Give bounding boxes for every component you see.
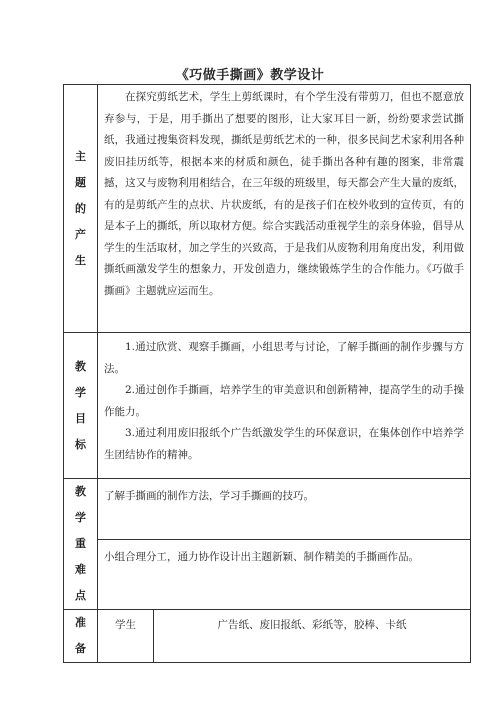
difficulty-cell: [98, 540, 471, 610]
document-title: 《巧做手撕画》教学设计: [175, 68, 325, 83]
goals-label: 教学目标: [75, 359, 86, 451]
key-point-cell: [98, 479, 471, 540]
goals-content-cell: [98, 333, 471, 479]
key-point-text: 了解手撕画的制作方法，学习手撕画的技巧。: [104, 490, 314, 502]
preparation-label-cell: [64, 610, 98, 663]
origin-content-cell: [98, 85, 471, 333]
goals-list: [98, 333, 470, 466]
origin-text: 在探究剪纸艺术，学生上剪纸课时，有个学生没有带剪刀，但也不愿意放弃参与，于是，用手撕出了想要的图形，让大家耳目一新，纷纷要求尝试撕纸，我通过搜集资料发现，撕纸是剪纸艺术的一种，很多民间艺术家利用各种废旧挂历纸等，根据本来的材质和颜色，徒手撕出各种有趣的图案，非常震撼，这又与废物利用相结合，在三年级的班级里，每天都会产生大量的废纸，有的是剪纸产生的点状、片状废纸，有的是孩子们在校外收到的宣传页，有的是本子上的撕纸，所以取材方便。综合实践活动重视学生的亲身体验，倡导从学生的生活取材，加之学生的兴致高，于是我们从废物利用角度出发，利用做撕纸画激发学生的想象力，开发创造力，继续锻炼学生的合作能力。《巧做手撕画》主题就应运而生。: [104, 91, 464, 297]
goal-item-1: 1.通过欣赏、观察手撕画，小组思考与讨论，了解手撕画的制作步骤与方法。: [104, 341, 464, 375]
goal-item-3: 3.通过利用废旧报纸个广告纸激发学生的环保意识，在集体创作中培养学生团结协作的精神。: [104, 427, 464, 461]
difficulty-text: 小组合理分工，通力协作设计出主题新颖、制作精美的手撕画作品。: [104, 551, 419, 564]
goal-item-2: 2.通过创作手撕画，培养学生的审美意识和创新精神，提高学生的动手操作能力。: [104, 384, 464, 418]
preparation-student-label: 学生: [98, 610, 154, 663]
origin-row: [64, 85, 471, 333]
key-points-label-cell: [64, 479, 98, 610]
key-point-row: [64, 479, 471, 540]
preparation-student-items: 广告纸、废旧报纸、彩纸等，胶棒、卡纸: [154, 610, 471, 663]
goals-row: [64, 333, 471, 479]
origin-label: 主题的产生: [75, 149, 86, 267]
goals-label-cell: [64, 333, 98, 479]
origin-label-cell: [64, 85, 98, 333]
key-points-label: 教学重难点: [75, 485, 86, 602]
difficulty-row: [64, 540, 471, 610]
preparation-label: 准备: [75, 616, 86, 655]
lesson-plan-table: [63, 84, 471, 663]
preparation-row: [64, 610, 471, 663]
